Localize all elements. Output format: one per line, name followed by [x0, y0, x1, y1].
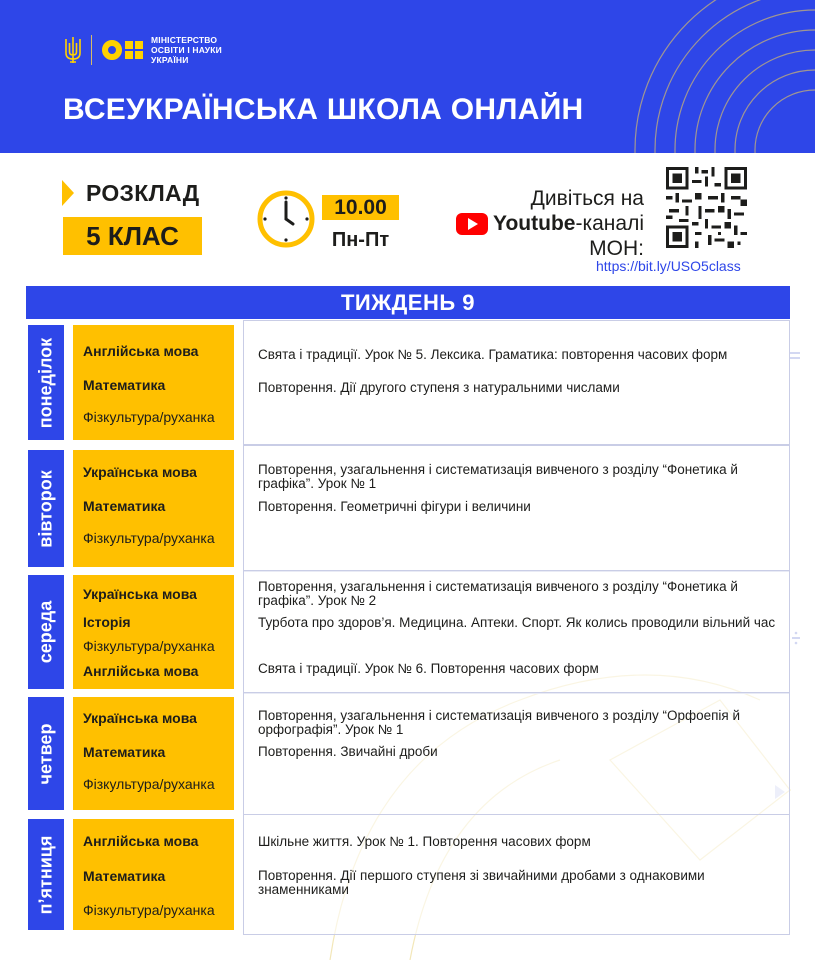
subject-name: Англійська мова	[83, 343, 199, 359]
channel-owner: МОН:	[589, 237, 644, 260]
subject-name: Фізкультура/руханка	[83, 776, 215, 792]
day-label	[28, 575, 64, 689]
clock-icon	[256, 189, 316, 249]
lesson-topic: Повторення, узагальнення і систематизація вивченого з розділу “Орфоепія й орфографія”. Урок № 1	[258, 708, 740, 737]
decorative-arcs	[0, 0, 815, 153]
topics-column	[243, 320, 790, 445]
qr-code-icon[interactable]	[666, 167, 747, 248]
day-name: понеділок	[35, 337, 56, 428]
logo-divider	[91, 35, 92, 65]
subject-name: Математика	[83, 744, 166, 760]
day-label	[28, 450, 64, 567]
trident-icon	[63, 35, 83, 65]
subject-name: Українська мова	[83, 586, 197, 602]
lesson-topic: Повторення, узагальнення і систематизація вивченого з розділу “Фонетика й графіка”. Урок № 1	[258, 462, 738, 491]
ministry-name	[151, 35, 222, 65]
day-name: п’ятниця	[35, 835, 56, 914]
day-row	[26, 575, 790, 689]
day-label	[28, 819, 64, 930]
header-banner	[0, 0, 815, 153]
subject-name: Фізкультура/руханка	[83, 902, 215, 918]
subjects-column	[73, 819, 234, 930]
subject-name: Англійська мова	[83, 663, 199, 679]
subjects-column	[73, 575, 234, 689]
day-row	[26, 325, 790, 440]
subject-name: Фізкультура/руханка	[83, 409, 215, 425]
subject-name: Фізкультура/руханка	[83, 638, 215, 654]
subject-name: Математика	[83, 498, 166, 514]
subject-name: Англійська мова	[83, 833, 199, 849]
lesson-topic: Повторення. Дії першого ступеня зі звичайними дробами з однаковими знаменниками	[258, 868, 705, 897]
topics-column	[243, 692, 790, 815]
lesson-topic: Свята і традиції. Урок № 5. Лексика. Граматика: повторення часових форм	[258, 347, 728, 362]
watch-text: Дивіться на	[530, 187, 644, 210]
day-name: середа	[35, 600, 56, 664]
lesson-topic: Турбота про здоров’я. Медицина. Аптеки. Спорт. Як колись проводили вільний час	[258, 615, 776, 630]
lesson-topic: Повторення. Звичайні дроби	[258, 744, 438, 759]
lesson-topic: Повторення, узагальнення і систематизація вивченого з розділу “Фонетика й графіка”. Урок № 2	[258, 579, 738, 608]
day-label	[28, 697, 64, 810]
arrow-icon	[62, 180, 74, 206]
day-row	[26, 450, 790, 567]
topics-column	[243, 570, 790, 694]
day-row	[26, 697, 790, 810]
subject-name: Фізкультура/руханка	[83, 530, 215, 546]
youtube-word: Youtube	[493, 212, 576, 235]
ministry-line: МІНІСТЕРСТВО	[151, 35, 218, 45]
subjects-column	[73, 697, 234, 810]
broadcast-days: Пн-Пт	[331, 229, 390, 251]
week-title: ТИЖДЕНЬ 9	[26, 286, 790, 319]
channel-link[interactable]: https://bit.ly/USO5class	[596, 258, 741, 274]
lesson-topic: Шкільне життя. Урок № 1. Повторення часових форм	[258, 834, 591, 849]
subjects-column	[73, 450, 234, 567]
day-label	[28, 325, 64, 440]
lesson-topic: Повторення. Геометричні фігури і величини	[258, 499, 531, 514]
subject-name: Українська мова	[83, 710, 197, 726]
lesson-topic: Повторення. Дії другого ступеня з натуральними числами	[258, 380, 620, 395]
day-name: вівторок	[35, 469, 56, 548]
lesson-topic: Свята і традиції. Урок № 6. Повторення часових форм	[258, 661, 599, 676]
subject-name: Українська мова	[83, 464, 197, 480]
subjects-column	[73, 325, 234, 440]
class-badge: 5 КЛАС	[63, 217, 202, 255]
ministry-line: ОСВІТИ І НАУКИ	[151, 45, 222, 55]
youtube-icon	[456, 213, 488, 235]
schedule-label: РОЗКЛАД	[86, 180, 200, 206]
topics-column	[243, 814, 790, 935]
day-name: четвер	[35, 723, 56, 784]
day-row	[26, 819, 790, 930]
mon-logo-icon	[102, 40, 143, 60]
youtube-info	[456, 186, 644, 261]
subject-name: Математика	[83, 377, 166, 393]
ministry-logo	[63, 30, 222, 70]
subject-name: Історія	[83, 614, 131, 630]
page-title: ВСЕУКРАЇНСЬКА ШКОЛА ОНЛАЙН	[63, 93, 584, 126]
topics-column	[243, 445, 790, 572]
ministry-line: УКРАЇНИ	[151, 55, 189, 65]
channel-suffix: -каналі	[575, 212, 644, 235]
broadcast-time: 10.00	[322, 195, 399, 220]
subject-name: Математика	[83, 868, 166, 884]
